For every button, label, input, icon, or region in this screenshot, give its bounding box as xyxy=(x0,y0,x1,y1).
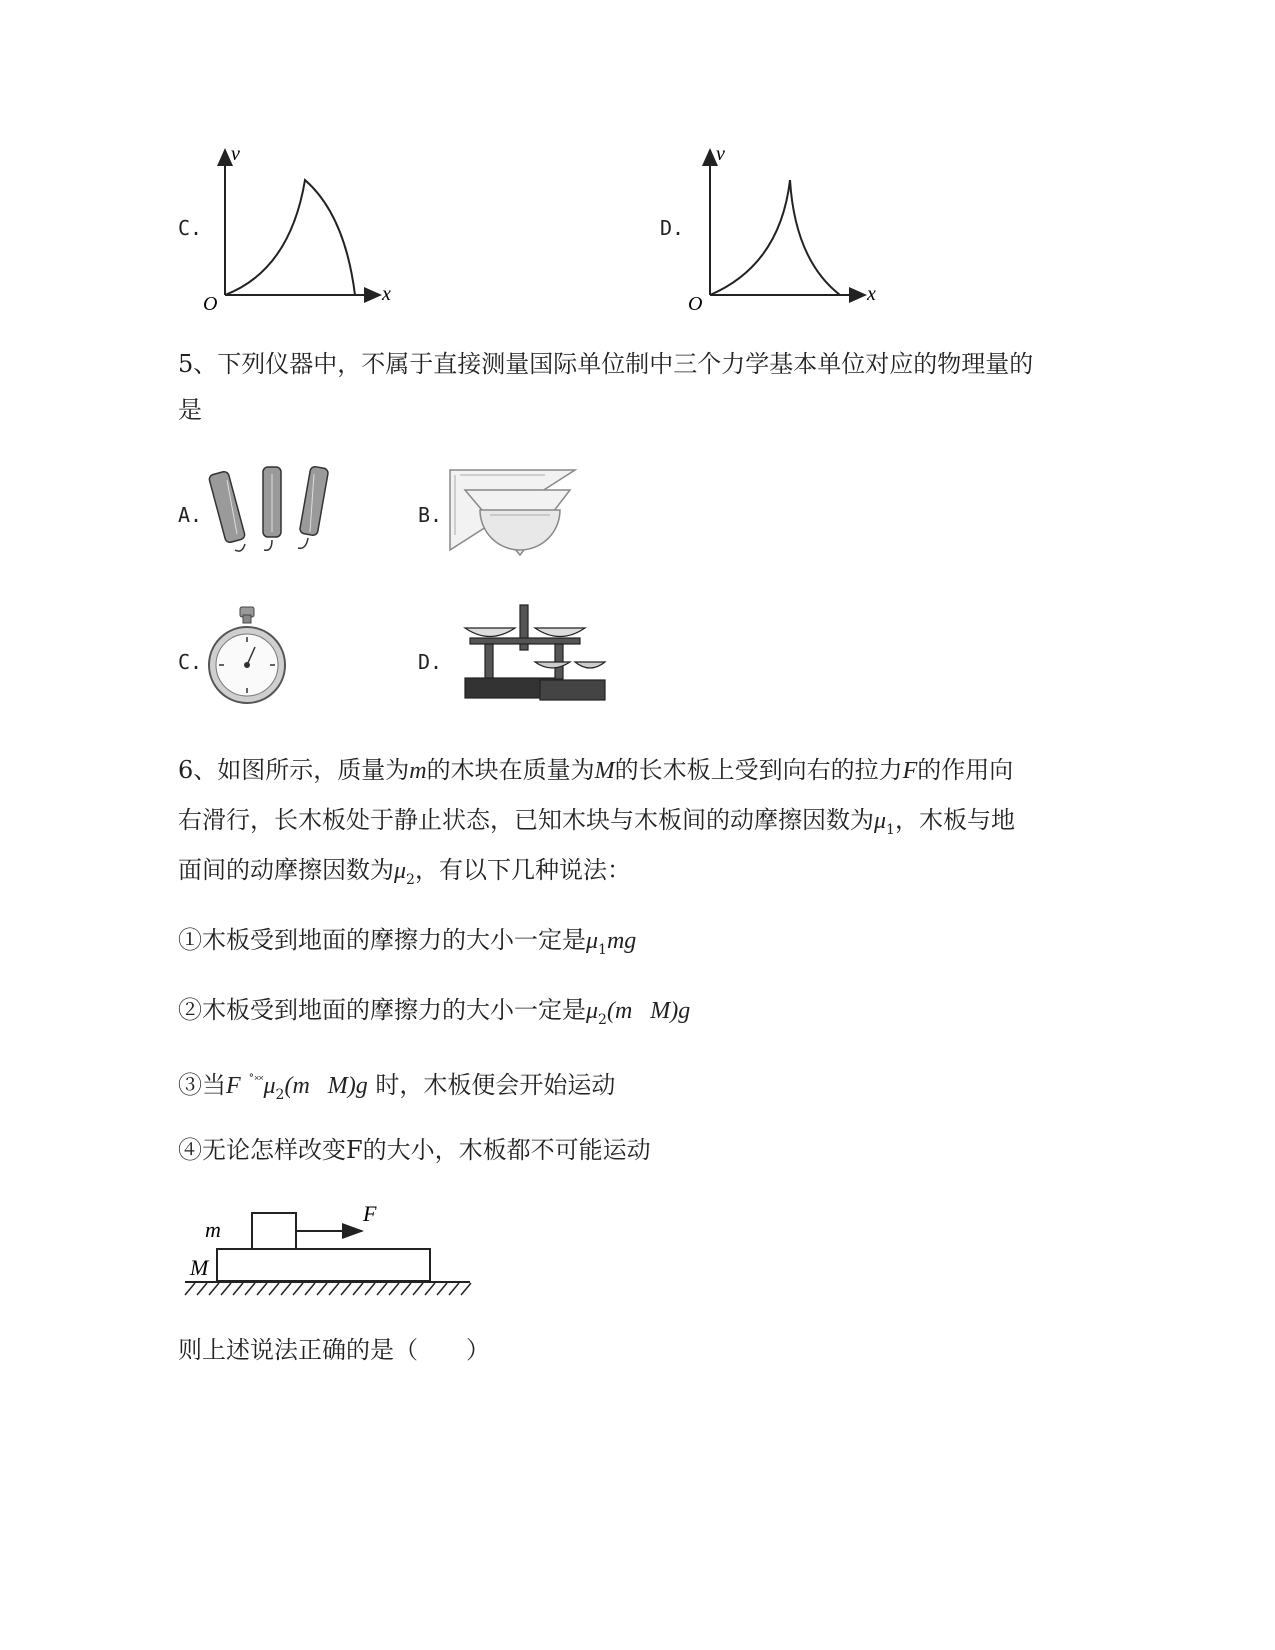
graph-c-axis-x: x xyxy=(382,283,391,305)
q5-text-line1: 5、下列仪器中，不属于直接测量国际单位制中三个力学基本单位对应的物理量的 xyxy=(178,350,1034,378)
block-board-diagram xyxy=(180,1195,480,1305)
spring-scale-image xyxy=(205,462,335,562)
statement-3: ③当F $^{˚˟˟}\mu_2(m$ M)g 时，木板便会开始运动 xyxy=(178,1071,616,1103)
balance-scale-image xyxy=(460,600,610,710)
block-m xyxy=(252,1213,296,1249)
option-d-label-graph: D. xyxy=(660,216,685,240)
q6-text-line2: 右滑行，长木板处于静止状态，已知木块与木板间的动摩擦因数为$\mu_1$，木板与地 xyxy=(178,806,1015,838)
q6-text-line1: 6、如图所示，质量为m的木块在质量为M的长木板上受到向右的拉力F的作用向 xyxy=(178,756,1014,784)
graph-c-origin: O xyxy=(203,293,218,315)
board-M xyxy=(217,1249,430,1281)
label-m: m xyxy=(205,1217,221,1242)
label-F: F xyxy=(363,1201,377,1226)
q6-text-line3: 面间的动摩擦因数为$\mu_2$，有以下几种说法： xyxy=(178,856,631,888)
q5-option-b-label: B. xyxy=(418,503,443,527)
q5-option-c-label: C. xyxy=(178,650,203,674)
ground-hatching xyxy=(185,1283,471,1295)
ruler-protractor-image xyxy=(445,465,580,560)
q5-option-d-label: D. xyxy=(418,650,443,674)
graph-d-axis-x: x xyxy=(867,283,876,305)
graph-d-origin: O xyxy=(688,293,703,315)
q5-text-line2: 是 xyxy=(178,396,202,424)
label-M: M xyxy=(190,1255,209,1280)
graph-d xyxy=(680,140,890,315)
statement-2: ②木板受到地面的摩擦力的大小一定是$\mu_2(m$ M)g xyxy=(178,996,691,1028)
graph-d-axis-v: v xyxy=(716,143,725,165)
statement-4: ④无论怎样改变F的大小，木板都不可能运动 xyxy=(178,1136,651,1164)
graph-c-axis-v: v xyxy=(231,143,240,165)
q6-answer-prompt: 则上述说法正确的是（ ） xyxy=(178,1336,490,1364)
statement-1: ①木板受到地面的摩擦力的大小一定是$\mu_1mg$ xyxy=(178,926,637,958)
stopwatch-image xyxy=(205,605,290,715)
graph-c xyxy=(195,140,405,315)
q5-option-a-label: A. xyxy=(178,503,203,527)
option-c-label-graph: C. xyxy=(178,216,203,240)
